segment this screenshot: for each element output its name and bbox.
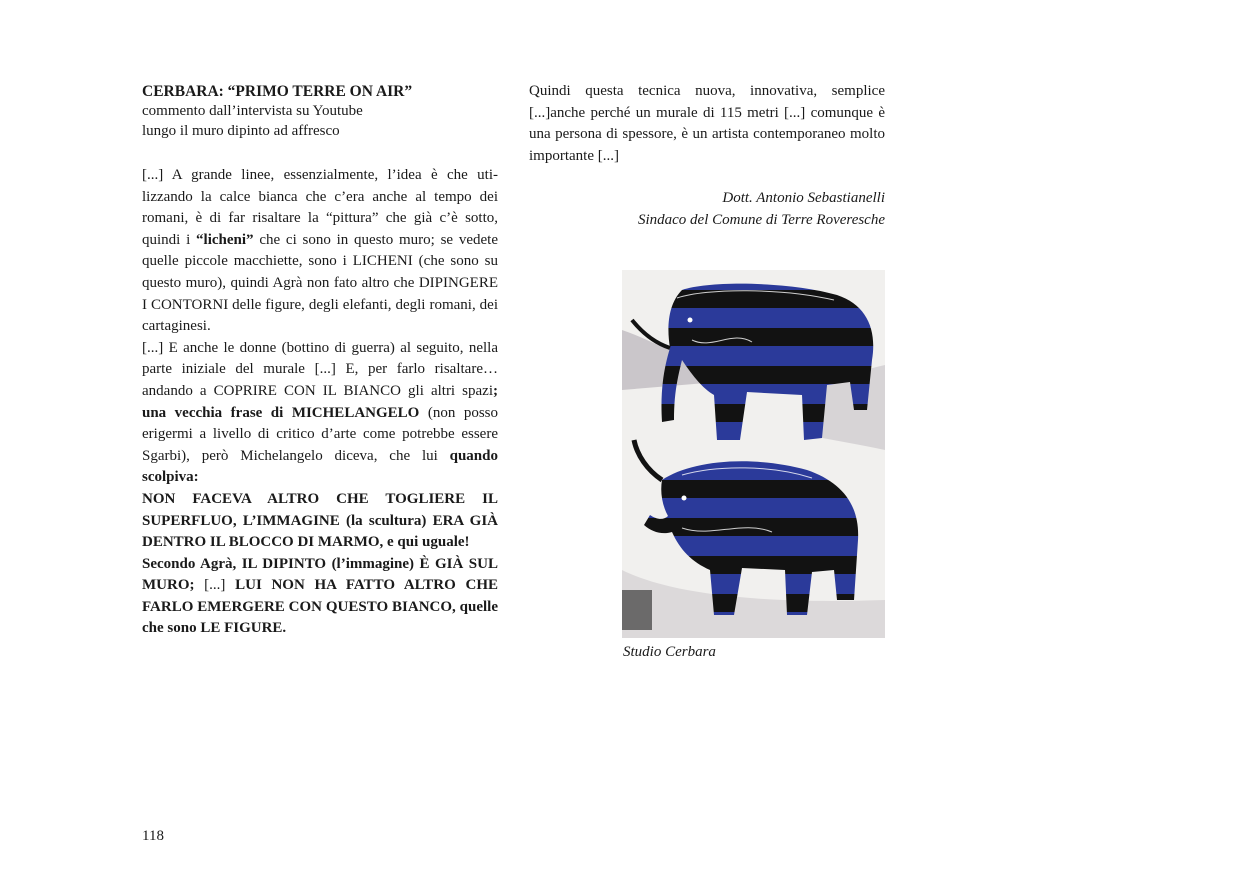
figure-caption: Studio Cerbara <box>623 644 716 660</box>
right-paragraph: Quindi questa tecnica nuova, innovativa, semplice [...]anche perché un murale di 115 metri [...] comunque è una persona di spessore, è un artista contemporaneo molto importante [...] <box>529 83 885 164</box>
interview-text <box>142 165 498 640</box>
paragraph-2: [...] E anche le donne (bottino di guerra) al seguito, nella parte iniziale del murale [...] E, per farlo risaltare… andando a COPRIRE CON IL BIANCO gli altri spazi; una vecchia frase di MICHELANGELO (non posso erigermi a livello di critico d’arte come potrebbe essere Sgarbi), però Michelangelo diceva, che lui quando scolpiva: <box>142 339 499 486</box>
signature-name: Dott. Antonio Sebastianelli <box>722 190 885 207</box>
left-column <box>142 81 498 640</box>
article-title: CERBARA: “PRIMO TERRE ON AIR” <box>142 83 413 100</box>
article-subtitle-line2: lungo il muro dipinto ad affresco <box>142 122 340 139</box>
right-column <box>529 81 885 231</box>
page-number: 118 <box>142 828 164 844</box>
article-subtitle-line1: commento dall’intervista su Youtube <box>142 103 363 119</box>
signature-role: Sindaco del Comune di Terre Roveresche <box>637 212 885 229</box>
paragraph-4: Secondo Agrà, IL DIPINTO (l’immagine) È GIÀ SUL MURO; [...] LUI NON HA FATTO ALTRO CHE FARLO EMERGERE CON QUESTO BIANCO, quelle che sono LE FIGURE. <box>142 555 498 637</box>
paragraph-3: NON FACEVA ALTRO CHE TOGLIERE IL SUPERFLUO, L’IMMAGINE (la scultura) ERA GIÀ DENTRO IL BLOCCO DI MARMO, e qui uguale! <box>142 490 498 551</box>
paragraph-1: [...] A grande linee, essenzialmente, l’idea è che utilizzando la calce bianca che c’era anche al tempo dei romani, è di far risaltare la “pittura” che già c’è sotto, quindi i “licheni” che ci sono in questo muro; se vedete quelle piccole macchiette, sono i LICHENI (che sono su questo muro), quindi Agrà non fato altro che DIPINGERE I CONTORNI delle figure, degli elefanti, degli romani, dei cartaginesi. <box>142 167 498 335</box>
elephants-artwork <box>622 270 885 638</box>
signature <box>529 187 885 231</box>
